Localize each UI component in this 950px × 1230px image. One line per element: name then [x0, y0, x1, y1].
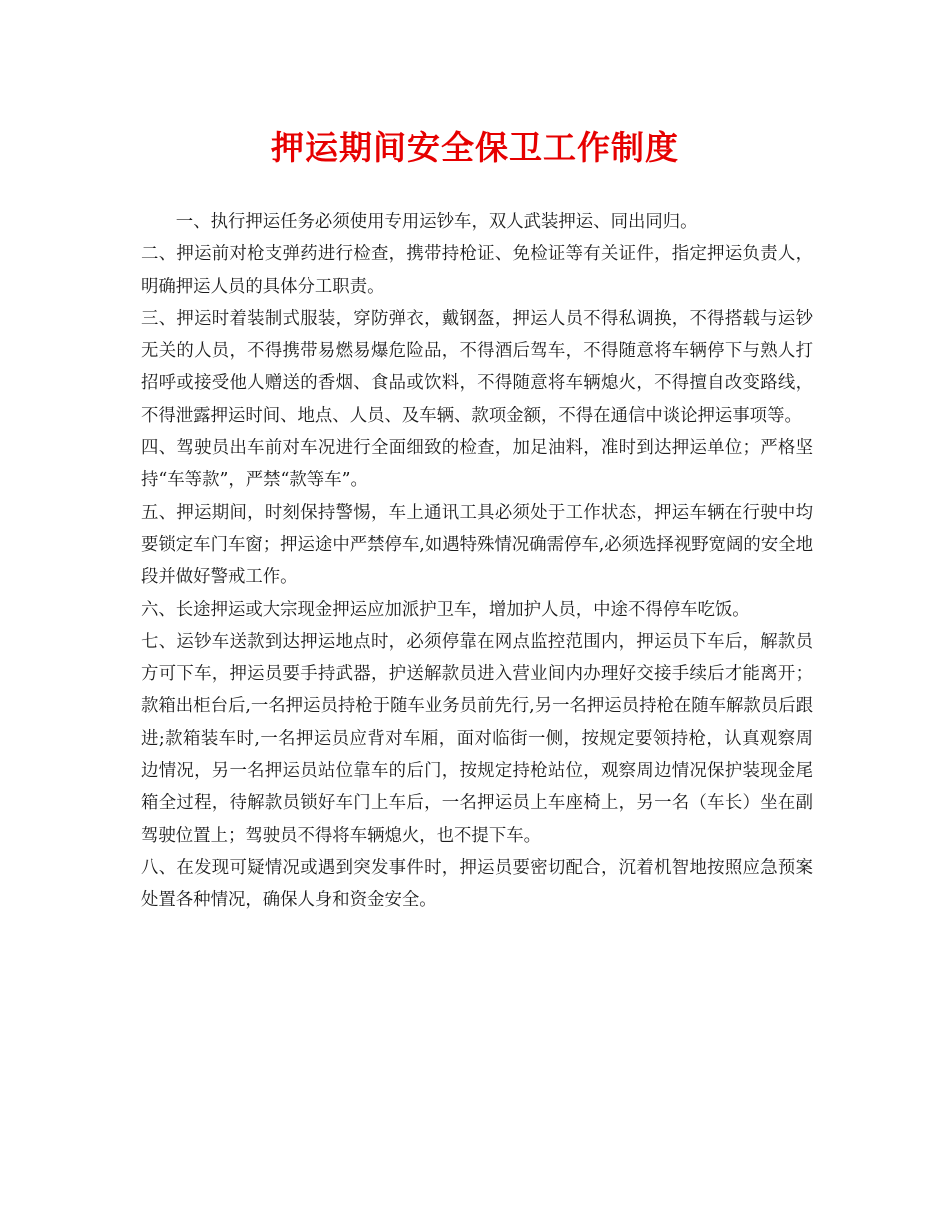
clause-7: 七、运钞车送款到达押运地点时，必须停靠在网点监控范围内，押运员下车后，解款员方可下车，押运员要手持武器，护送解款员进入营业间内办理好交接手续后才能离开；款箱出柜台后,一名押运员持枪于随车业务员前先行,另一名押运员持枪在随车解款员后跟进;款箱装车时,一名押运员应背对车厢，面对临街一侧，按规定要领持枪，认真观察周边情况，另一名押运员站位靠车的后门，按规定持枪站位，观察周边情况保护装现金尾箱全过程，待解款员锁好车门上车后，一名押运员上车座椅上，另一名（车长）坐在副驾驶位置上；驾驶员不得将车辆熄火，也不提下车。 — [141, 631, 813, 846]
clause-6: 六、长途押运或大宗现金押运应加派护卫车，增加护人员，中途不得停车吃饭。 — [141, 599, 750, 620]
clause-3: 三、押运时着装制式服装，穿防弹衣，戴钢盔，押运人员不得私调换，不得搭载与运钞无关的人员，不得携带易燃易爆危险品，不得酒后驾车，不得随意将车辆停下与熟人打招呼或接受他人赠送的香烟、食品或饮料，不得随意将车辆熄火，不得擅自改变路线，不得泄露押运时间、地点、人员、及车辆、款项金额，不得在通信中谈论押运事项等。 — [141, 308, 813, 426]
document-body — [141, 206, 813, 917]
clause-2: 二、押运前对枪支弹药进行检查，携带持枪证、免检证等有关证件，指定押运负责人，明确押运人员的具体分工职责。 — [141, 244, 813, 297]
document-title: 押运期间安全保卫工作制度 — [271, 128, 679, 167]
clause-8: 八、在发现可疑情况或遇到突发事件时，押运员要密切配合，沉着机智地按照应急预案处置各种情况，确保人身和资金安全。 — [141, 857, 813, 911]
clause-1: 一、执行押运任务必须使用专用运钞车，双人武装押运、同出同归。 — [175, 212, 698, 232]
clause-5: 五、押运期间，时刻保持警惕，车上通讯工具必须处于工作状态，押运车辆在行驶中均要锁定车门车窗；押运途中严禁停车,如遇特殊情况确需停车,必须选择视野宽阔的安全地段并做好警戒工作。 — [141, 502, 813, 588]
clause-4: 四、驾驶员出车前对车况进行全面细致的检查，加足油料，准时到达押运单位；严格坚持“车等款”，严禁“款等车”。 — [141, 438, 813, 491]
